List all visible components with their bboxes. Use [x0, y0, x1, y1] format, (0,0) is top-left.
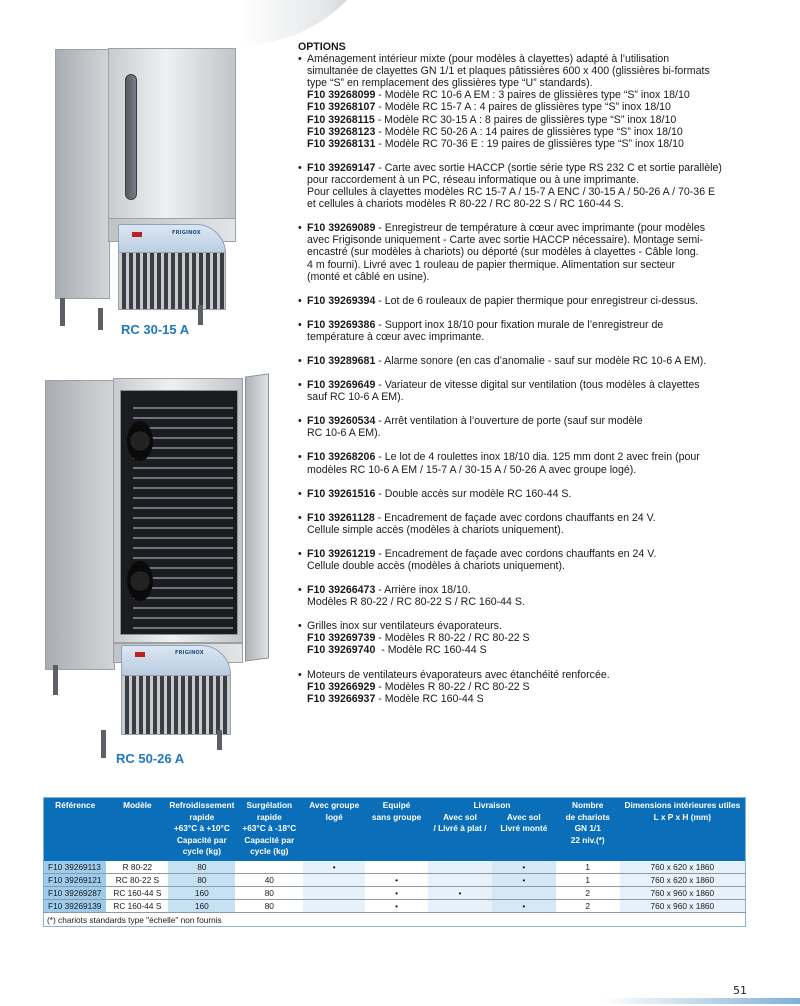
options-section — [298, 41, 798, 717]
option-item — [298, 379, 798, 403]
option-text: - Modèle RC 50-26 A : 14 paires de glissières type “S” inox 18/10 — [375, 125, 683, 138]
decorative-shape: rapide — [189, 811, 215, 822]
option-code: F10 39261516 — [307, 487, 376, 500]
header-cooling — [168, 798, 235, 861]
decorative-shape: Avec groupe — [309, 800, 360, 810]
cell-cooling: 80 — [168, 874, 235, 887]
header-model — [106, 798, 168, 861]
decorative-shape: Modèle — [123, 800, 152, 810]
decorative-shape: Capacité par — [176, 834, 227, 845]
cell-freezing — [235, 861, 303, 874]
decorative-shape — [198, 305, 203, 325]
option-line — [307, 101, 798, 113]
open-door — [245, 373, 269, 661]
header-trolleys — [556, 798, 620, 861]
option-text: - Alarme sonore (en cas d’anomalie - sauf sur modèle RC 10-6 A EM). — [375, 354, 707, 367]
option-code: F10 39268206 — [307, 451, 376, 464]
cell-delivery-mounted: • — [492, 861, 556, 874]
option-text: Cellule double accès (modèles à chariots uniquement). — [307, 560, 565, 572]
option-text: - Modèle RC 160-44 S — [375, 644, 487, 657]
options-list — [298, 53, 798, 705]
cell-delivery-mounted: • — [492, 900, 556, 913]
decorative-shape — [98, 308, 103, 330]
product-label-rc-30-15-a: RC 30-15 A — [121, 322, 190, 337]
option-code: F10 39266929 — [307, 680, 376, 693]
option-text: - Modèles R 80-22 / RC 80-22 S — [375, 632, 530, 645]
decorative-shape: Livré monté — [500, 823, 548, 834]
cell-delivery-flat — [428, 900, 492, 913]
option-text: simultanée de clayettes GN 1/1 et plaques pâtissières 600 x 400 (glissières bi-formats — [307, 65, 710, 78]
option-line — [307, 596, 798, 608]
option-line — [307, 319, 798, 331]
option-text: - Modèles R 80-22 / RC 80-22 S — [375, 680, 530, 693]
decorative-shape: cycle (kg) — [250, 846, 289, 857]
option-line — [307, 488, 798, 500]
decorative-shape — [53, 665, 58, 695]
option-line — [307, 415, 798, 427]
cell-reference: F10 39269121 — [44, 874, 107, 887]
option-text: - Variateur de vitesse digital sur ventilation (tous modèles à clayettes — [375, 379, 700, 392]
option-item — [298, 53, 798, 150]
option-line — [307, 89, 798, 101]
option-item — [298, 295, 798, 307]
product-image-rc-30-15-a — [50, 40, 250, 330]
cell-reference: F10 39269139 — [44, 900, 107, 913]
header-delivery — [428, 798, 556, 861]
option-line — [307, 77, 798, 89]
decorative-shape — [60, 298, 65, 326]
option-code: F10 39269147 — [307, 161, 376, 174]
cell-delivery-mounted: • — [492, 874, 556, 887]
option-code: F10 39269739 — [307, 632, 376, 645]
option-text: RC 10-6 A EM). — [307, 427, 381, 440]
option-line — [307, 391, 798, 403]
decorative-shape — [44, 861, 746, 913]
cell-with-unit — [303, 874, 365, 887]
cell-delivery-flat: • — [428, 887, 492, 900]
option-text: Moteurs de ventilateurs évaporateurs avec étanchéité renforcée. — [307, 668, 610, 681]
option-line — [307, 464, 798, 476]
decorative-shape: Référence — [55, 800, 96, 810]
product-image-rc-50-26-a — [45, 375, 275, 760]
table-row — [44, 887, 746, 900]
option-line — [307, 512, 798, 524]
decorative-shape: Capacité par — [244, 834, 295, 845]
decorative-shape — [44, 798, 746, 861]
option-line — [307, 126, 798, 138]
cell-trolleys: 2 — [556, 900, 620, 913]
option-line — [307, 162, 798, 174]
option-line — [307, 451, 798, 463]
decorative-shape: logé — [325, 811, 343, 822]
option-text: - Le lot de 4 roulettes inox 18/10 dia. 125 mm dont 2 avec frein (pour — [375, 451, 700, 464]
cell-delivery-mounted — [492, 887, 556, 900]
option-line — [307, 632, 798, 644]
cell-without-unit: • — [365, 874, 428, 887]
cell-cooling: 160 — [168, 900, 235, 913]
cell-without-unit — [365, 861, 428, 874]
header-reference — [44, 798, 107, 861]
decorative-top-curve — [240, 0, 390, 45]
header-delivery-label: Livraison — [473, 800, 511, 810]
decorative-shape: +63°C à +10°C — [173, 823, 230, 834]
option-text: - Modèle RC 15-7 A : 4 paires de glissières type “S” inox 18/10 — [375, 101, 671, 114]
fan-icon — [127, 421, 153, 461]
cell-reference: F10 39269287 — [44, 887, 107, 900]
decorative-shape: Avec sol — [506, 811, 541, 822]
decorative-shape: sans groupe — [371, 811, 422, 822]
table-row — [44, 861, 746, 874]
option-text: - Modèle RC 10-6 A EM : 3 paires de glissières type “S” inox 18/10 — [375, 89, 690, 102]
option-code: F10 39268123 — [307, 125, 376, 138]
option-code: F10 39269386 — [307, 318, 376, 331]
option-text: avec Frigisonde uniquement - Carte avec sortie HACCP nécessaire). Montage semi- — [307, 234, 704, 247]
decorative-shape — [217, 730, 222, 750]
option-item — [298, 415, 798, 439]
option-line — [307, 222, 798, 234]
option-text: 4 m fourni). Livré avec 1 rouleau de papier thermique. Alimentation sur secteur — [307, 258, 676, 271]
decorative-shape — [44, 913, 746, 927]
table-footnote-row — [44, 913, 746, 927]
decorative-shape: de chariots — [565, 811, 610, 822]
cell-cooling: 160 — [168, 887, 235, 900]
option-code: F10 39269740 — [307, 644, 376, 657]
option-item — [298, 548, 798, 572]
option-text: - Double accès sur modèle RC 160-44 S. — [375, 487, 572, 500]
option-text: pour raccordement à un PC, réseau informatique ou à une imprimante. — [307, 173, 640, 186]
option-code: F10 39266473 — [307, 584, 376, 597]
option-item — [298, 620, 798, 656]
page-number: 51 — [733, 984, 747, 997]
decorative-shape: Surgélation — [246, 800, 293, 810]
option-code: F10 39268099 — [307, 89, 376, 102]
cell-freezing: 80 — [235, 900, 303, 913]
option-text: - Encadrement de façade avec cordons chauffants en 24 V. — [375, 547, 657, 560]
option-code: F10 39269649 — [307, 379, 376, 392]
cell-freezing: 80 — [235, 887, 303, 900]
brand-logo: FRIGINOX — [172, 230, 201, 236]
option-text: Aménagement intérieur mixte (pour modèles à clayettes) adapté à l’utilisation — [307, 53, 670, 66]
decorative-shape: GN 1/1 — [574, 823, 601, 834]
cell-without-unit: • — [365, 887, 428, 900]
option-code: F10 39266937 — [307, 692, 376, 705]
option-line — [307, 65, 798, 77]
option-line — [307, 295, 798, 307]
table-row — [44, 874, 746, 887]
decorative-shape: cycle (kg) — [182, 846, 221, 857]
option-code: F10 39268107 — [307, 101, 376, 114]
spec-table — [43, 797, 746, 927]
cell-freezing: 40 — [235, 874, 303, 887]
temperature-display — [132, 232, 142, 237]
cell-cooling: 80 — [168, 861, 235, 874]
option-text: - Carte avec sortie HACCP (sortie série type RS 232 C et sortie parallèle) — [375, 161, 722, 174]
option-line — [307, 114, 798, 126]
option-line — [307, 234, 798, 246]
option-item — [298, 669, 798, 705]
option-text: (monté et câblé en usine). — [307, 270, 430, 283]
option-line — [307, 379, 798, 391]
option-item — [298, 355, 798, 367]
cell-model: RC 160-44 S — [106, 887, 168, 900]
option-item — [298, 512, 798, 536]
option-line — [307, 186, 798, 198]
option-line — [307, 174, 798, 186]
cell-trolleys: 2 — [556, 887, 620, 900]
decorative-shape: rapide — [256, 811, 282, 822]
option-text: - Lot de 6 rouleaux de papier thermique pour enregistreur ci-dessus. — [375, 294, 699, 307]
header-freezing — [235, 798, 303, 861]
cell-dimensions: 760 x 620 x 1860 — [620, 874, 746, 887]
option-text: - Support inox 18/10 pour fixation murale de l’enregistreur de — [375, 318, 664, 331]
option-text: - Modèle RC 30-15 A : 8 paires de glissières type “S” inox 18/10 — [374, 113, 677, 126]
option-text: modèles RC 10-6 A EM / 15-7 A / 30-15 A / 50-26 A avec groupe logé). — [307, 463, 637, 476]
option-item — [298, 451, 798, 475]
option-line — [307, 681, 798, 693]
option-item — [298, 222, 798, 282]
cell-model: R 80-22 — [106, 861, 168, 874]
header-delivery-flat — [428, 812, 492, 835]
decorative-shape — [428, 812, 556, 835]
decorative-bottom-bar — [600, 998, 800, 1004]
fan-icon — [127, 561, 153, 601]
header-without-unit — [365, 798, 428, 861]
option-item — [298, 319, 798, 343]
header-delivery-mounted — [492, 812, 556, 835]
decorative-shape — [45, 380, 115, 670]
cell-dimensions: 760 x 960 x 1860 — [620, 887, 746, 900]
table-header-row — [44, 798, 746, 861]
option-line — [307, 693, 798, 705]
option-text: encastré (sur modèles à chariots) ou déporté (sur modèles à clayettes - Câble long. — [307, 246, 699, 259]
table-footnote: (*) chariots standards type "échelle" non fournis — [44, 913, 746, 927]
decorative-shape: / Livré à plat / — [433, 823, 487, 834]
table-row — [44, 900, 746, 913]
cell-with-unit — [303, 900, 365, 913]
option-line — [307, 259, 798, 271]
option-text: et cellules à chariots modèles R 80-22 / RC 80-22 S / RC 160-44 S. — [307, 198, 624, 211]
option-line — [307, 198, 798, 210]
option-item — [298, 584, 798, 608]
decorative-shape: Dimensions intérieures utiles — [624, 800, 741, 810]
option-code: F10 39269089 — [307, 222, 376, 235]
cell-dimensions: 760 x 960 x 1860 — [620, 900, 746, 913]
cell-model: RC 160-44 S — [106, 900, 168, 913]
option-text: température à cœur avec imprimante. — [307, 330, 485, 343]
product-label-rc-50-26-a: RC 50-26 A — [116, 751, 185, 766]
option-code: F10 39269394 — [307, 294, 376, 307]
header-dimensions — [620, 798, 746, 861]
cabinet-interior — [120, 390, 238, 635]
option-code: F10 39268115 — [307, 113, 375, 126]
cell-trolleys: 1 — [556, 861, 620, 874]
cell-model: RC 80-22 S — [106, 874, 168, 887]
option-line — [307, 548, 798, 560]
option-text: Modèles R 80-22 / RC 80-22 S / RC 160-44 S. — [307, 596, 525, 609]
option-line — [307, 53, 798, 65]
option-item — [298, 162, 798, 210]
decorative-shape: Nombre — [572, 800, 604, 810]
door-handle — [125, 74, 137, 200]
cell-dimensions: 760 x 620 x 1860 — [620, 861, 746, 874]
option-line — [307, 427, 798, 439]
option-code: F10 39289681 — [307, 354, 376, 367]
option-text: - Arrière inox 18/10. — [375, 584, 471, 597]
option-line — [307, 355, 798, 367]
option-text: - Enregistreur de température à cœur avec imprimante (pour modèles — [375, 222, 706, 235]
option-line — [307, 620, 798, 632]
decorative-shape: +63°C à -18°C — [242, 823, 297, 834]
cell-delivery-flat — [428, 861, 492, 874]
option-text: Pour cellules à clayettes modèles RC 15-7 A / 15-7 A ENC / 30-15 A / 50-26 A / 70-36 E — [307, 186, 716, 199]
option-line — [307, 524, 798, 536]
option-line — [307, 271, 798, 283]
option-text: sauf RC 10-6 A EM). — [307, 391, 404, 404]
cell-reference: F10 39269113 — [44, 861, 107, 874]
cell-trolleys: 1 — [556, 874, 620, 887]
option-code: F10 39261219 — [307, 547, 376, 560]
ventilation-grille — [121, 675, 231, 735]
decorative-shape: Equipé — [382, 800, 411, 810]
cell-delivery-flat — [428, 874, 492, 887]
option-text: Grilles inox sur ventilateurs évaporateurs. — [307, 620, 502, 633]
option-code: F10 39260534 — [307, 415, 376, 428]
decorative-shape: Refroidissement — [169, 800, 235, 810]
options-title: OPTIONS — [298, 41, 346, 53]
option-code: F10 39261128 — [307, 511, 375, 524]
option-line — [307, 644, 798, 656]
option-line — [307, 560, 798, 572]
option-text: type “S” en remplacement des glissières type “U” standards). — [307, 77, 593, 90]
brand-logo: FRIGINOX — [175, 650, 204, 656]
option-text: - Arrêt ventilation à l’ouverture de porte (sauf sur modèle — [375, 415, 643, 428]
option-line — [307, 331, 798, 343]
cell-with-unit: • — [303, 861, 365, 874]
option-text: - Modèle RC 160-44 S — [375, 692, 484, 705]
option-text: - Encadrement de façade avec cordons chauffants en 24 V. — [374, 511, 656, 524]
cell-with-unit — [303, 887, 365, 900]
decorative-shape: 22 niv.(*) — [570, 834, 605, 845]
decorative-shape: Avec sol — [443, 811, 477, 822]
option-line — [307, 669, 798, 681]
option-code: F10 39268131 — [307, 137, 376, 150]
temperature-display — [135, 652, 145, 657]
ventilation-grille — [118, 252, 226, 310]
option-text: - Modèle RC 70-36 E : 19 paires de glissières type “S” inox 18/10 — [375, 137, 684, 150]
decorative-shape: L x P x H (mm) — [653, 811, 711, 822]
decorative-shape — [55, 49, 110, 299]
option-line — [307, 246, 798, 258]
option-line — [307, 584, 798, 596]
cell-without-unit: • — [365, 900, 428, 913]
option-text: Cellule simple accès (modèles à chariots uniquement). — [307, 523, 564, 536]
decorative-shape — [101, 730, 106, 758]
option-item — [298, 488, 798, 500]
header-with-unit — [303, 798, 365, 861]
option-line — [307, 138, 798, 150]
